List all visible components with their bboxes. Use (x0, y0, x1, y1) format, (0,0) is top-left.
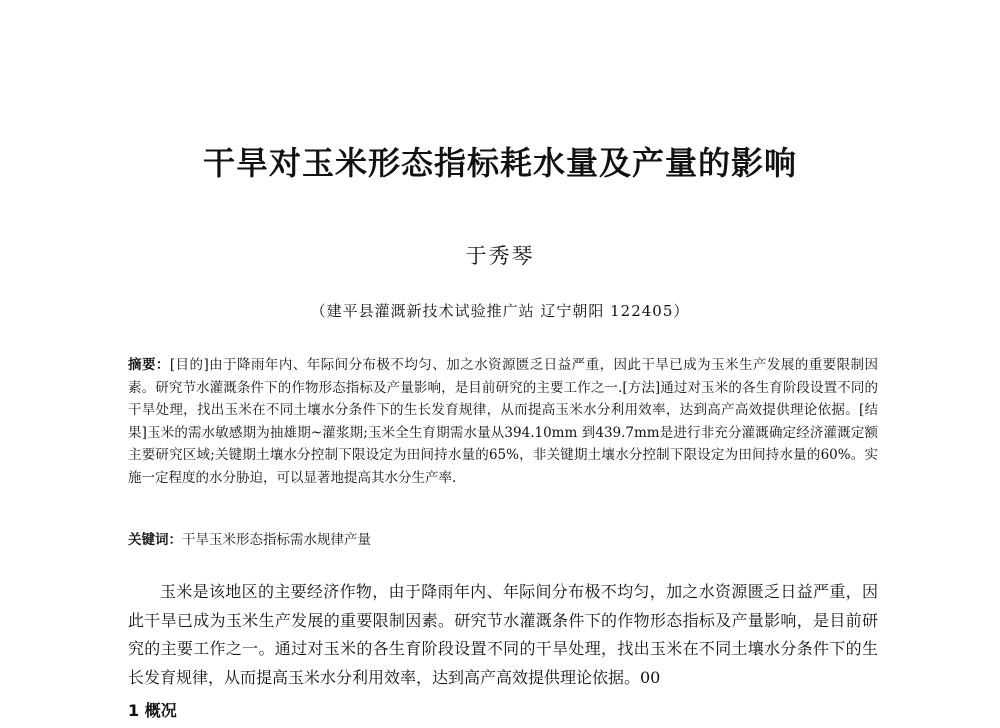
section-heading: 1 概况 (128, 701, 177, 720)
abstract-text: [目的]由于降雨年内、年际间分布极不均匀、加之水资源匮乏日益严重，因此干旱已成为玉米生产发展的重要限制因素。研究节水灌溉条件下的作物形态指标及产量影响，是目前研究的主要工作之一.[方法]通过对玉米的各生育阶段设置不同的干旱处理，找出玉米在不同土壤水分条件下的生长发育规律，从而提高玉米水分利用效率，达到高产高效提供理论依据。[结果]玉米的需水敏感期为抽雄期~灌浆期;玉米全生育期需水量从394.10mm 到439.7mm是进行非充分灌溉确定经济灌溉定额主要研究区域;关键期土壤水分控制下限设定为田间持水量的65%，非关键期土壤水分控制下限设定为田间持水量的60%。实施一定程度的水分胁迫，可以显著地提高其水分生产率. (128, 357, 878, 486)
paper-title: 干旱对玉米形态指标耗水量及产量的影响 (202, 144, 797, 182)
body-paragraph: 玉米是该地区的主要经济作物，由于降雨年内、年际间分布极不均匀，加之水资源匮乏日益严重，因此干旱已成为玉米生产发展的重要限制因素。研究节水灌溉条件下的作物形态指标及产量影响，是目前研究的主要工作之一。通过对玉米的各生育阶段设置不同的干旱处理，找出玉米在不同土壤水分条件下的生长发育规律，从而提高玉米水分利用效率，达到高产高效提供理论依据。00 (128, 582, 878, 687)
author-affiliation: （建平县灌溉新技术试验推广站 辽宁朝阳 122405） (310, 302, 690, 320)
keywords-label: 关键词： (128, 532, 182, 548)
keywords (128, 530, 878, 550)
abstract (128, 354, 878, 489)
author-name: 于秀琴 (465, 244, 535, 268)
abstract-label: 摘要： (128, 357, 170, 373)
keywords-text: 干旱玉米形态指标需水规律产量 (182, 532, 371, 548)
